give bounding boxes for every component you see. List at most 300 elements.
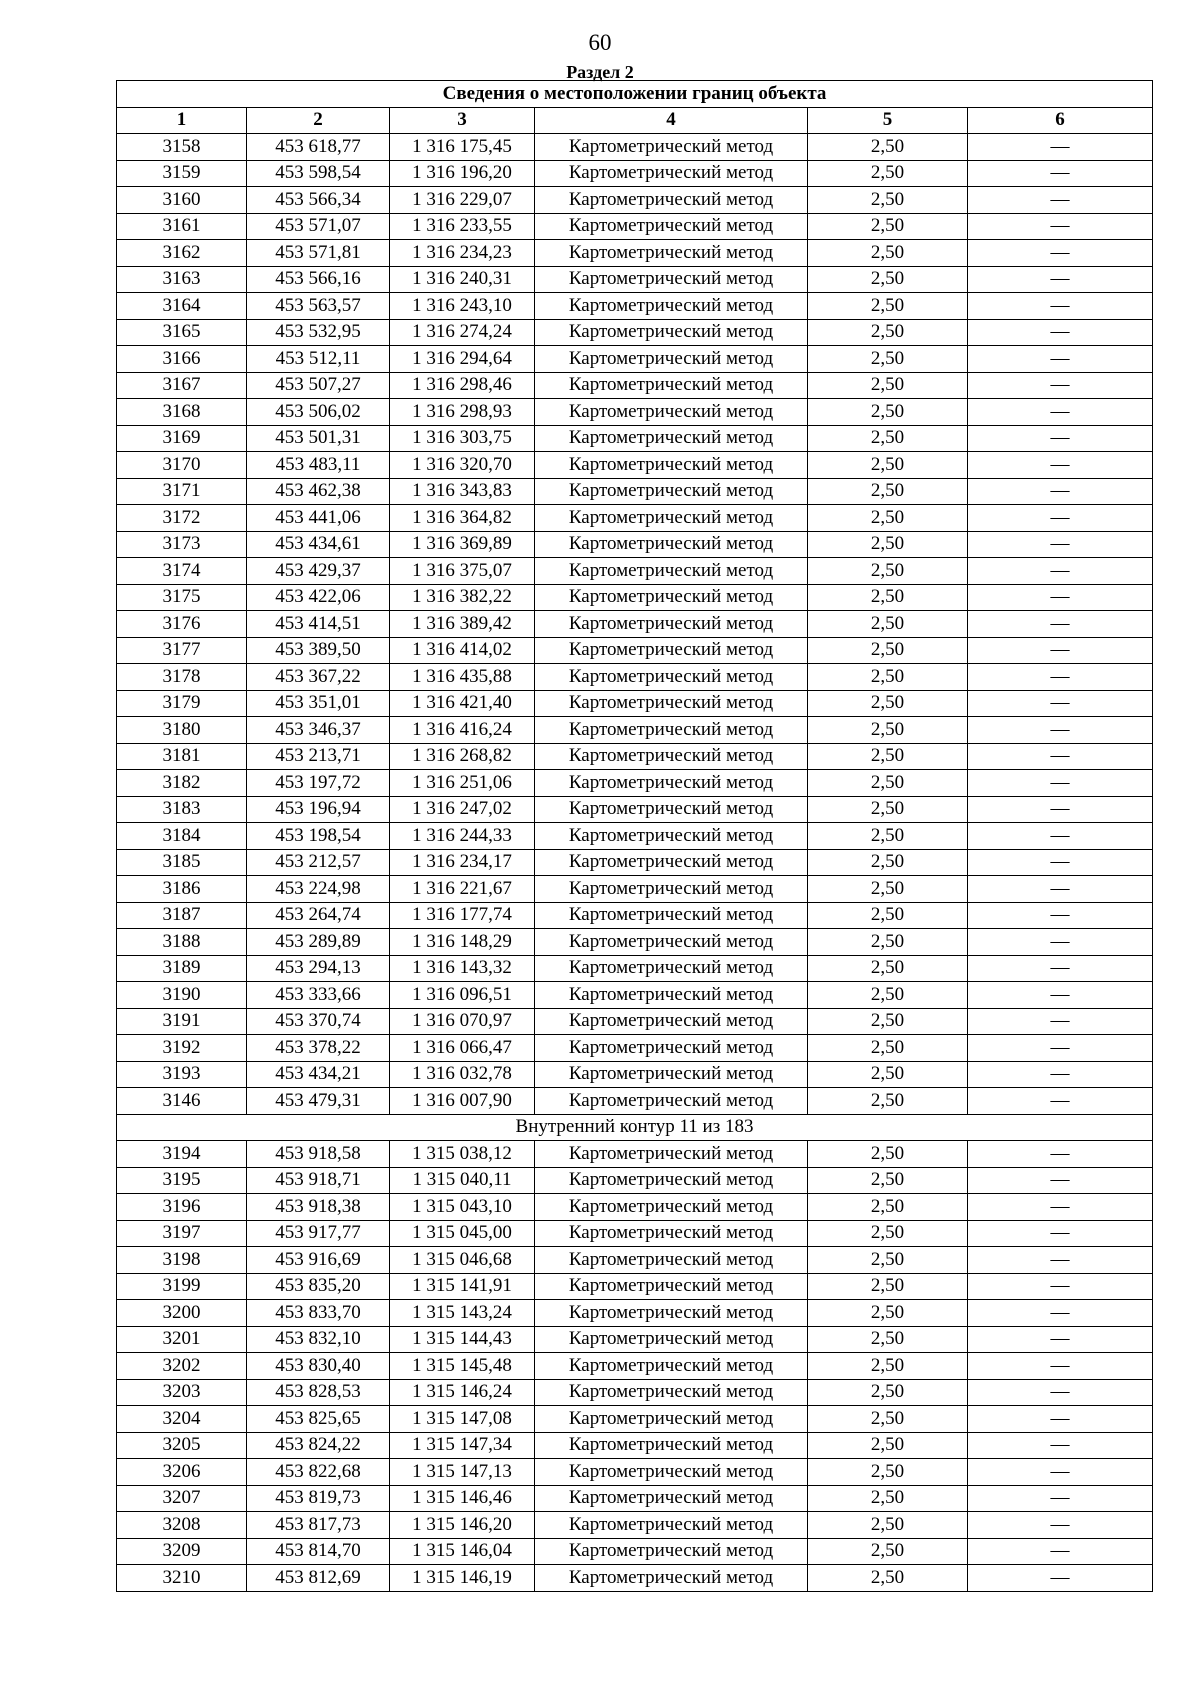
table-row	[117, 399, 1153, 426]
accuracy-cell: 2,50	[808, 478, 968, 505]
accuracy-cell: 2,50	[808, 637, 968, 664]
table-row	[117, 1406, 1153, 1433]
accuracy-cell: 2,50	[808, 1194, 968, 1221]
description-cell: —	[968, 1485, 1153, 1512]
table-row	[117, 1247, 1153, 1274]
description-cell: —	[968, 505, 1153, 532]
x-coordinate-cell: 453 501,31	[247, 425, 390, 452]
accuracy-cell: 2,50	[808, 823, 968, 850]
table-row	[117, 1088, 1153, 1115]
method-cell: Картометрический метод	[535, 1379, 808, 1406]
table-row	[117, 1432, 1153, 1459]
y-coordinate-cell: 1 316 247,02	[390, 796, 535, 823]
table-row	[117, 425, 1153, 452]
description-cell: —	[968, 425, 1153, 452]
x-coordinate-cell: 453 507,27	[247, 372, 390, 399]
y-coordinate-cell: 1 316 196,20	[390, 160, 535, 187]
x-coordinate-cell: 453 918,58	[247, 1141, 390, 1168]
x-coordinate-cell: 453 830,40	[247, 1353, 390, 1380]
table-row	[117, 1379, 1153, 1406]
x-coordinate-cell: 453 918,38	[247, 1194, 390, 1221]
y-coordinate-cell: 1 316 175,45	[390, 134, 535, 161]
description-cell: —	[968, 584, 1153, 611]
table-row	[117, 1167, 1153, 1194]
method-cell: Картометрический метод	[535, 1565, 808, 1592]
column-header: 1	[117, 107, 247, 134]
method-cell: Картометрический метод	[535, 531, 808, 558]
x-coordinate-cell: 453 198,54	[247, 823, 390, 850]
y-coordinate-cell: 1 315 043,10	[390, 1194, 535, 1221]
accuracy-cell: 2,50	[808, 955, 968, 982]
point-number-cell: 3174	[117, 558, 247, 585]
method-cell: Картометрический метод	[535, 372, 808, 399]
description-cell: —	[968, 955, 1153, 982]
method-cell: Картометрический метод	[535, 1273, 808, 1300]
y-coordinate-cell: 1 316 244,33	[390, 823, 535, 850]
method-cell: Картометрический метод	[535, 240, 808, 267]
table-row	[117, 452, 1153, 479]
point-number-cell: 3178	[117, 664, 247, 691]
x-coordinate-cell: 453 289,89	[247, 929, 390, 956]
y-coordinate-cell: 1 315 038,12	[390, 1141, 535, 1168]
accuracy-cell: 2,50	[808, 346, 968, 373]
description-cell: —	[968, 399, 1153, 426]
accuracy-cell: 2,50	[808, 770, 968, 797]
y-coordinate-cell: 1 316 066,47	[390, 1035, 535, 1062]
point-number-cell: 3159	[117, 160, 247, 187]
accuracy-cell: 2,50	[808, 584, 968, 611]
description-cell: —	[968, 531, 1153, 558]
description-cell: —	[968, 452, 1153, 479]
accuracy-cell: 2,50	[808, 1459, 968, 1486]
table-row	[117, 558, 1153, 585]
x-coordinate-cell: 453 814,70	[247, 1538, 390, 1565]
accuracy-cell: 2,50	[808, 1088, 968, 1115]
table-row	[117, 584, 1153, 611]
table-row	[117, 134, 1153, 161]
x-coordinate-cell: 453 197,72	[247, 770, 390, 797]
table-row	[117, 664, 1153, 691]
point-number-cell: 3194	[117, 1141, 247, 1168]
point-number-cell: 3208	[117, 1512, 247, 1539]
description-cell: —	[968, 1459, 1153, 1486]
point-number-cell: 3195	[117, 1167, 247, 1194]
method-cell: Картометрический метод	[535, 319, 808, 346]
x-coordinate-cell: 453 598,54	[247, 160, 390, 187]
x-coordinate-cell: 453 835,20	[247, 1273, 390, 1300]
x-coordinate-cell: 453 351,01	[247, 690, 390, 717]
accuracy-cell: 2,50	[808, 240, 968, 267]
method-cell: Картометрический метод	[535, 1406, 808, 1433]
x-coordinate-cell: 453 196,94	[247, 796, 390, 823]
x-coordinate-cell: 453 434,21	[247, 1061, 390, 1088]
table-row	[117, 1300, 1153, 1327]
method-cell: Картометрический метод	[535, 584, 808, 611]
accuracy-cell: 2,50	[808, 1247, 968, 1274]
description-cell: —	[968, 1406, 1153, 1433]
y-coordinate-cell: 1 316 148,29	[390, 929, 535, 956]
y-coordinate-cell: 1 316 234,23	[390, 240, 535, 267]
point-number-cell: 3172	[117, 505, 247, 532]
y-coordinate-cell: 1 316 382,22	[390, 584, 535, 611]
table-row	[117, 319, 1153, 346]
table-row	[117, 1061, 1153, 1088]
method-cell: Картометрический метод	[535, 743, 808, 770]
table-row	[117, 531, 1153, 558]
x-coordinate-cell: 453 462,38	[247, 478, 390, 505]
accuracy-cell: 2,50	[808, 717, 968, 744]
y-coordinate-cell: 1 316 389,42	[390, 611, 535, 638]
x-coordinate-cell: 453 429,37	[247, 558, 390, 585]
method-cell: Картометрический метод	[535, 770, 808, 797]
table-row	[117, 876, 1153, 903]
y-coordinate-cell: 1 316 298,46	[390, 372, 535, 399]
y-coordinate-cell: 1 316 294,64	[390, 346, 535, 373]
accuracy-cell: 2,50	[808, 1485, 968, 1512]
description-cell: —	[968, 1088, 1153, 1115]
x-coordinate-cell: 453 563,57	[247, 293, 390, 320]
table-row	[117, 1459, 1153, 1486]
x-coordinate-cell: 453 833,70	[247, 1300, 390, 1327]
y-coordinate-cell: 1 315 147,34	[390, 1432, 535, 1459]
accuracy-cell: 2,50	[808, 876, 968, 903]
accuracy-cell: 2,50	[808, 372, 968, 399]
method-cell: Картометрический метод	[535, 1008, 808, 1035]
y-coordinate-cell: 1 316 007,90	[390, 1088, 535, 1115]
x-coordinate-cell: 453 618,77	[247, 134, 390, 161]
x-coordinate-cell: 453 832,10	[247, 1326, 390, 1353]
x-coordinate-cell: 453 817,73	[247, 1512, 390, 1539]
y-coordinate-cell: 1 316 274,24	[390, 319, 535, 346]
y-coordinate-cell: 1 316 375,07	[390, 558, 535, 585]
table-row	[117, 611, 1153, 638]
method-cell: Картометрический метод	[535, 823, 808, 850]
point-number-cell: 3182	[117, 770, 247, 797]
method-cell: Картометрический метод	[535, 1459, 808, 1486]
x-coordinate-cell: 453 264,74	[247, 902, 390, 929]
method-cell: Картометрический метод	[535, 1300, 808, 1327]
point-number-cell: 3177	[117, 637, 247, 664]
x-coordinate-cell: 453 824,22	[247, 1432, 390, 1459]
method-cell: Картометрический метод	[535, 982, 808, 1009]
x-coordinate-cell: 453 532,95	[247, 319, 390, 346]
x-coordinate-cell: 453 378,22	[247, 1035, 390, 1062]
point-number-cell: 3192	[117, 1035, 247, 1062]
accuracy-cell: 2,50	[808, 1220, 968, 1247]
point-number-cell: 3207	[117, 1485, 247, 1512]
description-cell: —	[968, 902, 1153, 929]
y-coordinate-cell: 1 315 040,11	[390, 1167, 535, 1194]
method-cell: Картометрический метод	[535, 452, 808, 479]
description-cell: —	[968, 1035, 1153, 1062]
point-number-cell: 3169	[117, 425, 247, 452]
table-row	[117, 1008, 1153, 1035]
point-number-cell: 3167	[117, 372, 247, 399]
point-number-cell: 3176	[117, 611, 247, 638]
table-body	[117, 134, 1153, 1592]
y-coordinate-cell: 1 316 343,83	[390, 478, 535, 505]
column-header: 4	[535, 107, 808, 134]
table-row	[117, 770, 1153, 797]
point-number-cell: 3202	[117, 1353, 247, 1380]
table-row	[117, 849, 1153, 876]
description-cell: —	[968, 346, 1153, 373]
method-cell: Картометрический метод	[535, 611, 808, 638]
table-row	[117, 372, 1153, 399]
method-cell: Картометрический метод	[535, 399, 808, 426]
point-number-cell: 3160	[117, 187, 247, 214]
description-cell: —	[968, 478, 1153, 505]
table-row	[117, 1194, 1153, 1221]
accuracy-cell: 2,50	[808, 134, 968, 161]
description-cell: —	[968, 796, 1153, 823]
accuracy-cell: 2,50	[808, 1035, 968, 1062]
accuracy-cell: 2,50	[808, 1565, 968, 1592]
y-coordinate-cell: 1 316 369,89	[390, 531, 535, 558]
column-number-row	[117, 107, 1153, 134]
table-row	[117, 982, 1153, 1009]
description-cell: —	[968, 293, 1153, 320]
y-coordinate-cell: 1 316 435,88	[390, 664, 535, 691]
description-cell: —	[968, 664, 1153, 691]
point-number-cell: 3197	[117, 1220, 247, 1247]
table-head	[117, 81, 1153, 134]
x-coordinate-cell: 453 389,50	[247, 637, 390, 664]
description-cell: —	[968, 1273, 1153, 1300]
x-coordinate-cell: 453 441,06	[247, 505, 390, 532]
method-cell: Картометрический метод	[535, 1061, 808, 1088]
method-cell: Картометрический метод	[535, 1247, 808, 1274]
accuracy-cell: 2,50	[808, 1008, 968, 1035]
description-cell: —	[968, 1565, 1153, 1592]
method-cell: Картометрический метод	[535, 266, 808, 293]
y-coordinate-cell: 1 315 141,91	[390, 1273, 535, 1300]
point-number-cell: 3187	[117, 902, 247, 929]
description-cell: —	[968, 611, 1153, 638]
method-cell: Картометрический метод	[535, 1326, 808, 1353]
x-coordinate-cell: 453 333,66	[247, 982, 390, 1009]
method-cell: Картометрический метод	[535, 478, 808, 505]
x-coordinate-cell: 453 224,98	[247, 876, 390, 903]
x-coordinate-cell: 453 346,37	[247, 717, 390, 744]
point-number-cell: 3183	[117, 796, 247, 823]
y-coordinate-cell: 1 315 045,00	[390, 1220, 535, 1247]
method-cell: Картометрический метод	[535, 505, 808, 532]
description-cell: —	[968, 1432, 1153, 1459]
y-coordinate-cell: 1 316 251,06	[390, 770, 535, 797]
point-number-cell: 3191	[117, 1008, 247, 1035]
x-coordinate-cell: 453 434,61	[247, 531, 390, 558]
description-cell: —	[968, 1326, 1153, 1353]
accuracy-cell: 2,50	[808, 319, 968, 346]
column-header: 2	[247, 107, 390, 134]
table-row	[117, 1141, 1153, 1168]
point-number-cell: 3179	[117, 690, 247, 717]
y-coordinate-cell: 1 315 146,20	[390, 1512, 535, 1539]
description-cell: —	[968, 982, 1153, 1009]
y-coordinate-cell: 1 315 046,68	[390, 1247, 535, 1274]
point-number-cell: 3163	[117, 266, 247, 293]
description-cell: —	[968, 717, 1153, 744]
accuracy-cell: 2,50	[808, 213, 968, 240]
method-cell: Картометрический метод	[535, 1167, 808, 1194]
section-title: Раздел 2	[566, 62, 634, 82]
accuracy-cell: 2,50	[808, 664, 968, 691]
point-number-cell: 3158	[117, 134, 247, 161]
y-coordinate-cell: 1 316 320,70	[390, 452, 535, 479]
y-coordinate-cell: 1 316 032,78	[390, 1061, 535, 1088]
description-cell: —	[968, 1141, 1153, 1168]
table-row	[117, 1485, 1153, 1512]
column-header: 5	[808, 107, 968, 134]
page-number: 60	[588, 30, 612, 55]
x-coordinate-cell: 453 483,11	[247, 452, 390, 479]
method-cell: Картометрический метод	[535, 664, 808, 691]
x-coordinate-cell: 453 212,57	[247, 849, 390, 876]
accuracy-cell: 2,50	[808, 1512, 968, 1539]
accuracy-cell: 2,50	[808, 293, 968, 320]
x-coordinate-cell: 453 506,02	[247, 399, 390, 426]
boundary-coordinates-table	[116, 80, 1153, 1592]
description-cell: —	[968, 266, 1153, 293]
table-row	[117, 213, 1153, 240]
x-coordinate-cell: 453 571,07	[247, 213, 390, 240]
accuracy-cell: 2,50	[808, 1061, 968, 1088]
method-cell: Картометрический метод	[535, 849, 808, 876]
point-number-cell: 3188	[117, 929, 247, 956]
y-coordinate-cell: 1 316 233,55	[390, 213, 535, 240]
table-row	[117, 478, 1153, 505]
x-coordinate-cell: 453 422,06	[247, 584, 390, 611]
method-cell: Картометрический метод	[535, 1088, 808, 1115]
y-coordinate-cell: 1 316 243,10	[390, 293, 535, 320]
table-row	[117, 293, 1153, 320]
description-cell: —	[968, 1247, 1153, 1274]
method-cell: Картометрический метод	[535, 346, 808, 373]
x-coordinate-cell: 453 828,53	[247, 1379, 390, 1406]
accuracy-cell: 2,50	[808, 1273, 968, 1300]
y-coordinate-cell: 1 316 143,32	[390, 955, 535, 982]
method-cell: Картометрический метод	[535, 293, 808, 320]
point-number-cell: 3209	[117, 1538, 247, 1565]
x-coordinate-cell: 453 917,77	[247, 1220, 390, 1247]
description-cell: —	[968, 240, 1153, 267]
table-row	[117, 902, 1153, 929]
accuracy-cell: 2,50	[808, 160, 968, 187]
description-cell: —	[968, 134, 1153, 161]
description-cell: —	[968, 637, 1153, 664]
point-number-cell: 3199	[117, 1273, 247, 1300]
table-row	[117, 796, 1153, 823]
accuracy-cell: 2,50	[808, 1326, 968, 1353]
y-coordinate-cell: 1 315 146,24	[390, 1379, 535, 1406]
point-number-cell: 3204	[117, 1406, 247, 1433]
contour-row	[117, 1114, 1153, 1141]
accuracy-cell: 2,50	[808, 1432, 968, 1459]
x-coordinate-cell: 453 918,71	[247, 1167, 390, 1194]
point-number-cell: 3205	[117, 1432, 247, 1459]
point-number-cell: 3198	[117, 1247, 247, 1274]
table-row	[117, 1220, 1153, 1247]
table-row	[117, 1538, 1153, 1565]
x-coordinate-cell: 453 822,68	[247, 1459, 390, 1486]
y-coordinate-cell: 1 316 416,24	[390, 717, 535, 744]
point-number-cell: 3196	[117, 1194, 247, 1221]
accuracy-cell: 2,50	[808, 531, 968, 558]
accuracy-cell: 2,50	[808, 743, 968, 770]
method-cell: Картометрический метод	[535, 134, 808, 161]
description-cell: —	[968, 849, 1153, 876]
description-cell: —	[968, 372, 1153, 399]
description-cell: —	[968, 1379, 1153, 1406]
accuracy-cell: 2,50	[808, 505, 968, 532]
method-cell: Картометрический метод	[535, 796, 808, 823]
point-number-cell: 3184	[117, 823, 247, 850]
method-cell: Картометрический метод	[535, 1035, 808, 1062]
x-coordinate-cell: 453 370,74	[247, 1008, 390, 1035]
y-coordinate-cell: 1 315 147,08	[390, 1406, 535, 1433]
method-cell: Картометрический метод	[535, 955, 808, 982]
description-cell: —	[968, 770, 1153, 797]
table-row	[117, 346, 1153, 373]
method-cell: Картометрический метод	[535, 1538, 808, 1565]
description-cell: —	[968, 1300, 1153, 1327]
method-cell: Картометрический метод	[535, 558, 808, 585]
table-row	[117, 240, 1153, 267]
y-coordinate-cell: 1 315 146,04	[390, 1538, 535, 1565]
accuracy-cell: 2,50	[808, 902, 968, 929]
method-cell: Картометрический метод	[535, 213, 808, 240]
description-cell: —	[968, 160, 1153, 187]
method-cell: Картометрический метод	[535, 637, 808, 664]
y-coordinate-cell: 1 316 303,75	[390, 425, 535, 452]
x-coordinate-cell: 453 812,69	[247, 1565, 390, 1592]
description-cell: —	[968, 929, 1153, 956]
description-cell: —	[968, 1008, 1153, 1035]
method-cell: Картометрический метод	[535, 1141, 808, 1168]
table-row	[117, 743, 1153, 770]
accuracy-cell: 2,50	[808, 796, 968, 823]
table-row	[117, 690, 1153, 717]
accuracy-cell: 2,50	[808, 982, 968, 1009]
point-number-cell: 3206	[117, 1459, 247, 1486]
y-coordinate-cell: 1 315 143,24	[390, 1300, 535, 1327]
y-coordinate-cell: 1 315 147,13	[390, 1459, 535, 1486]
y-coordinate-cell: 1 316 096,51	[390, 982, 535, 1009]
x-coordinate-cell: 453 825,65	[247, 1406, 390, 1433]
y-coordinate-cell: 1 316 414,02	[390, 637, 535, 664]
method-cell: Картометрический метод	[535, 1353, 808, 1380]
table-row	[117, 160, 1153, 187]
point-number-cell: 3185	[117, 849, 247, 876]
point-number-cell: 3190	[117, 982, 247, 1009]
accuracy-cell: 2,50	[808, 929, 968, 956]
table-row	[117, 823, 1153, 850]
accuracy-cell: 2,50	[808, 399, 968, 426]
table-row	[117, 1273, 1153, 1300]
point-number-cell: 3175	[117, 584, 247, 611]
x-coordinate-cell: 453 294,13	[247, 955, 390, 982]
description-cell: —	[968, 1512, 1153, 1539]
x-coordinate-cell: 453 916,69	[247, 1247, 390, 1274]
table-row	[117, 1326, 1153, 1353]
description-cell: —	[968, 1353, 1153, 1380]
description-cell: —	[968, 187, 1153, 214]
method-cell: Картометрический метод	[535, 1194, 808, 1221]
point-number-cell: 3171	[117, 478, 247, 505]
caption-row	[117, 81, 1153, 108]
description-cell: —	[968, 690, 1153, 717]
